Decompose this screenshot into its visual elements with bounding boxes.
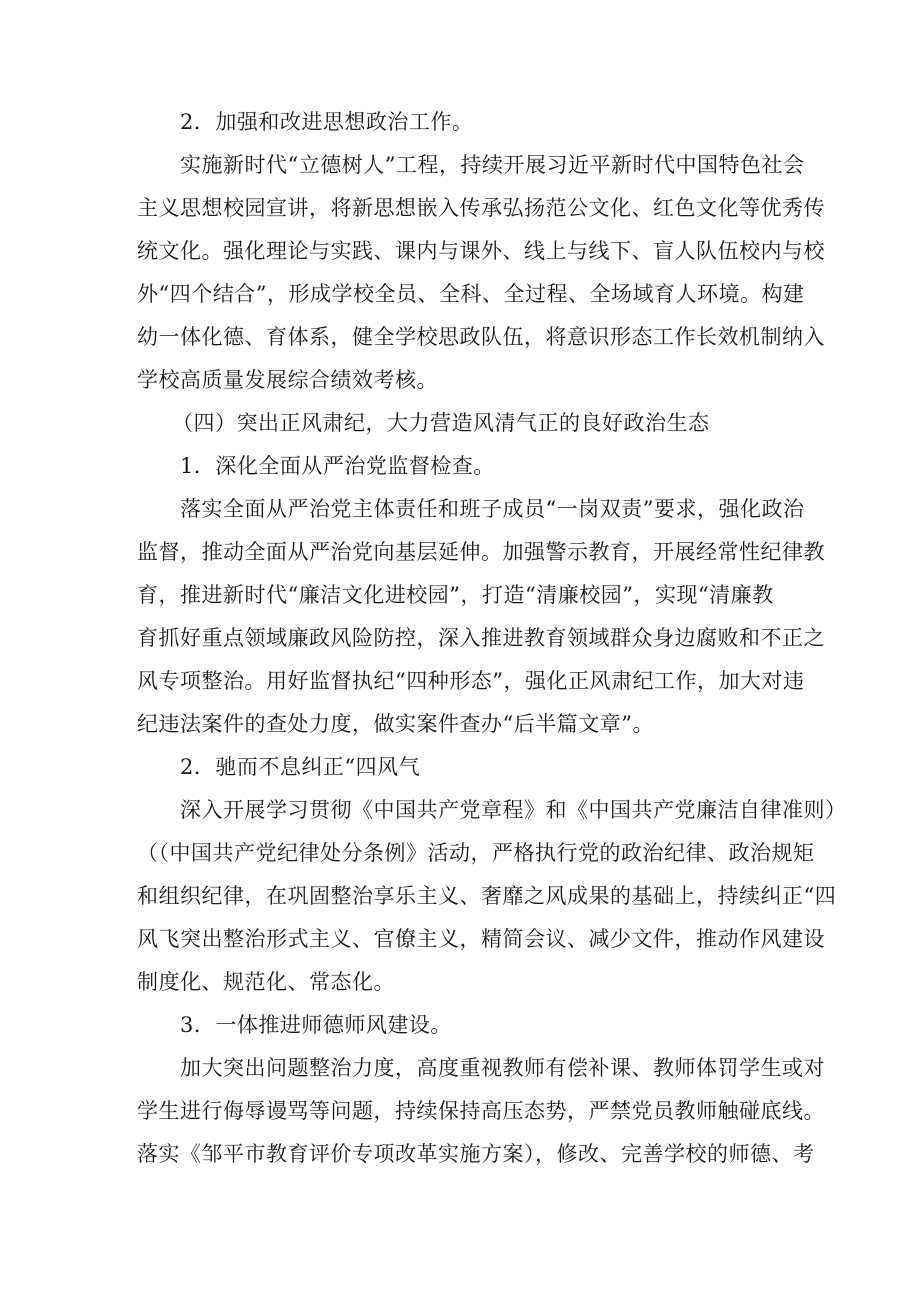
paragraph-line: 和组织纪律，在巩固整治享乐主义、奢靡之风成果的基础上，持续纠正“四	[137, 884, 837, 908]
section-heading-4: （四）突出正风肃纪，大力营造风清气正的良好政治生态	[172, 411, 710, 435]
paragraph-line: 加大突出问题整治力度，高度重视教师有偿补课、教师体罚学生或对	[180, 1056, 825, 1080]
paragraph-line: 幼一体化德、育体系，健全学校思政队伍，将意识形态工作长效机制纳入	[137, 325, 825, 349]
paragraph-line: 统文化。强化理论与实践、课内与课外、线上与线下、盲人队伍校内与校	[137, 239, 825, 263]
paragraph-line: 监督，推动全面从严治党向基层延伸。加强警示教育，开展经常性纪律教	[137, 540, 825, 564]
paragraph-line: 育抓好重点领域廉政风险防控，深入推进教育领域群众身边腐败和不正之	[137, 626, 825, 650]
paragraph-line: 风专项整治。用好监督执纪“四种形态”，强化正风肃纪工作，加大对违	[137, 669, 805, 693]
subheading-1: 1．深化全面从严治党监督检查。	[180, 454, 495, 478]
paragraph-line: 落实全面从严治党主体责任和班子成员“一岗双责”要求，强化政治	[180, 497, 805, 521]
paragraph-line: 学校高质量发展综合绩效考核。	[137, 368, 438, 392]
paragraph-line: 纪违法案件的查处力度，做实案件查办“后半篇文章”。	[137, 712, 654, 736]
subheading-3: 3．一体推进师德师风建设。	[180, 1013, 452, 1037]
paragraph-line: 落实《邹平市教育评价专项改革实施方案），修改、完善学校的师德、考	[137, 1142, 815, 1166]
subheading-2: 2．加强和改进思想政治工作。	[180, 110, 474, 134]
paragraph-line: （（中国共产党纪律处分条例》活动，严格执行党的政治纪律、政治规矩	[137, 841, 815, 865]
paragraph-line: 深入开展学习贯彻《中国共产党章程》和《中国共产党廉洁自律准则）	[180, 798, 847, 822]
paragraph-line: 制度化、规范化、常态化。	[137, 970, 395, 994]
subheading-2b: 2．驰而不息纠正“四风气	[180, 755, 421, 779]
paragraph-line: 主义思想校园宣讲，将新思想嵌入传承弘扬范公文化、红色文化等优秀传	[137, 196, 825, 220]
paragraph-line: 实施新时代“立德树人”工程，持续开展习近平新时代中国特色社会	[180, 153, 805, 177]
paragraph-line: 风飞突出整治形式主义、官僚主义，精简会议、减少文件，推动作风建设	[137, 927, 825, 951]
paragraph-line: 育，推进新时代“廉洁文化进校园”，打造“清廉校园”，实现“清廉教	[137, 583, 774, 607]
paragraph-line: 学生进行侮辱谩骂等问题，持续保持高压态势，严禁党员教师触碰底线。	[137, 1099, 825, 1123]
paragraph-line: 外“四个结合”，形成学校全员、全科、全过程、全场域育人环境。构建	[137, 282, 805, 306]
